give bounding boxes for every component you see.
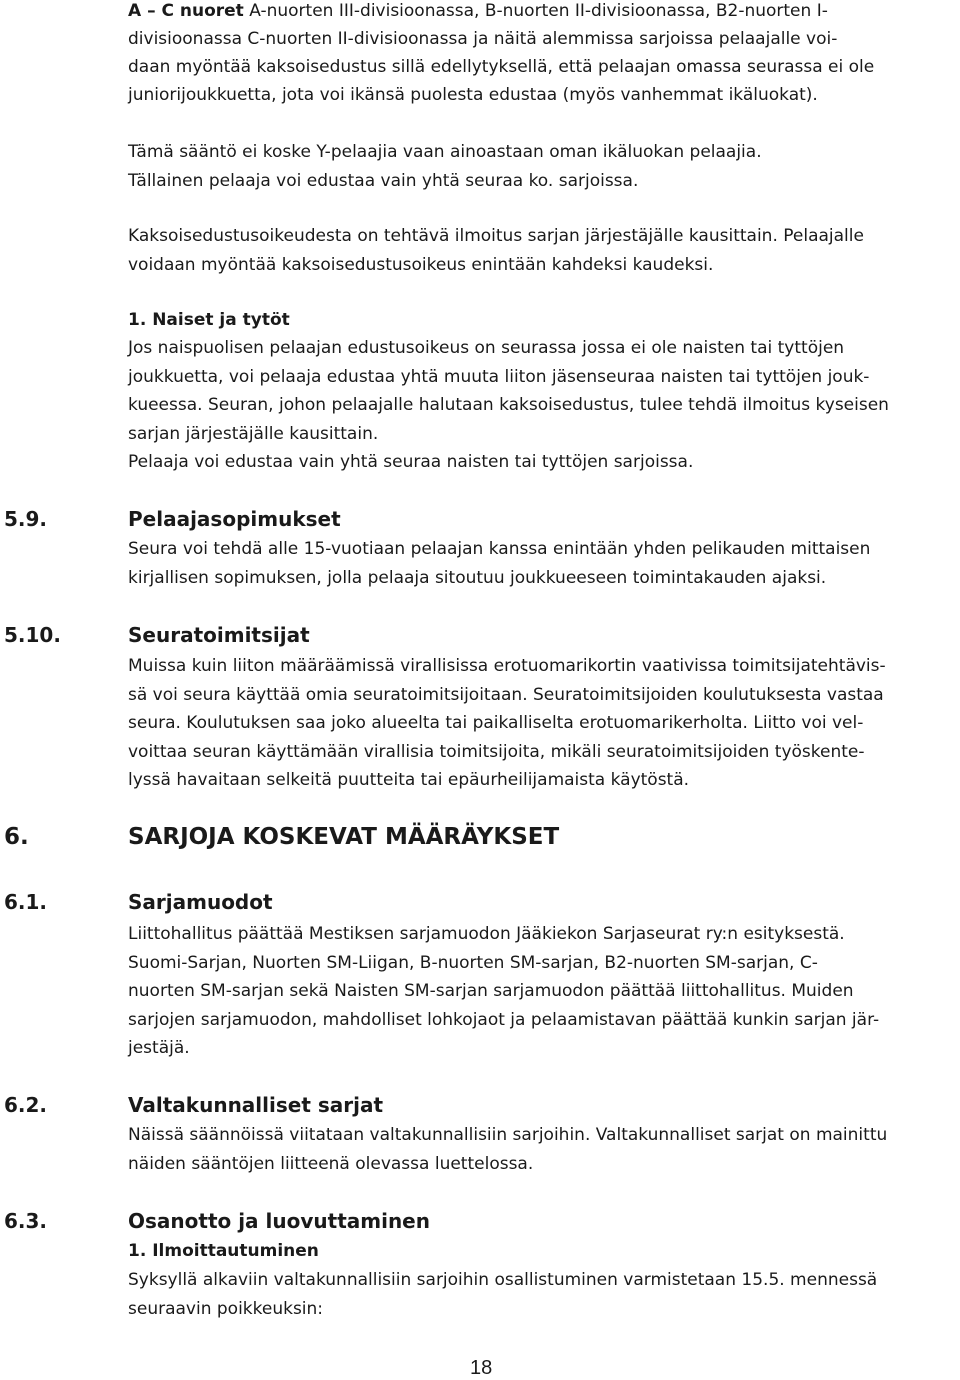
- section-6-2-body: [128, 1121, 948, 1178]
- section-number: 5.10.: [4, 623, 61, 647]
- paragraph-women: [128, 334, 948, 477]
- section-title: Seuratoimitsijat: [128, 623, 310, 647]
- section-title: Pelaajasopimukset: [128, 507, 341, 531]
- text-line: Tämä sääntö ei koske Y-pelaajia vaan ainoastaan oman ikäluokan pelaajia.: [128, 142, 762, 162]
- text-line: Kaksoisedustusoikeudesta on tehtävä ilmoitus sarjan järjestäjälle kausittain. Pelaajalle: [128, 226, 864, 246]
- text-line: seuraavin poikkeuksin:: [128, 1298, 324, 1319]
- text-line: Syksyllä alkaviin valtakunnallisiin sarjoihin osallistuminen varmistetaan 15.5. mennessä: [128, 1270, 878, 1290]
- intro-line: A-nuorten III-divisioonassa, B-nuorten II-divisioonassa, B2-nuorten I-: [243, 1, 828, 21]
- section-6-3-body: [128, 1266, 948, 1323]
- paragraph-dual-notification: [128, 222, 948, 279]
- intro-line: daan myöntää kaksoisedustus sillä edellytyksellä, että pelaajan omassa seurassa ei ole: [128, 57, 875, 77]
- intro-line: juniorijoukkuetta, jota voi ikänsä puolesta edustaa (myös vanhemmat ikäluokat).: [128, 85, 818, 105]
- section-5-10-body: [128, 652, 948, 795]
- section-number: 5.9.: [4, 507, 48, 531]
- text-line: lyssä havaitaan selkeitä puutteita tai epäurheilijamaista käytöstä.: [128, 770, 690, 790]
- section-title: Osanotto ja luovuttaminen: [128, 1209, 430, 1233]
- text-line: Näissä säännöissä viitataan valtakunnallisiin sarjoihin. Valtakunnalliset sarjat on mainittu: [128, 1125, 888, 1145]
- chapter-title: SARJOJA KOSKEVAT MÄÄRÄYKSET: [128, 824, 560, 850]
- text-line: Suomi-Sarjan, Nuorten SM-Liigan, B-nuorten SM-sarjan, B2-nuorten SM-sarjan, C-: [128, 952, 818, 973]
- text-line: nuorten SM-sarjan sekä Naisten SM-sarjan sarjamuodon päättää liittohallitus. Muiden: [128, 981, 854, 1001]
- text-line: sarjojen sarjamuodon, mahdolliset lohkojaot ja pelaamistavan päättää kunkin sarjan jär-: [128, 1009, 880, 1030]
- section-5-9-body: [128, 535, 948, 592]
- text-line: joukkuetta, voi pelaaja edustaa yhtä muuta liiton jäsenseuraa naisten tai tyttöjen jouk-: [128, 366, 870, 387]
- text-line: seura. Koulutuksen saa joko alueelta tai paikalliselta erotuomarikerholta. Liitto voi vel-: [128, 713, 864, 733]
- subheading-women: 1. Naiset ja tytöt: [128, 310, 290, 330]
- section-title: Sarjamuodot: [128, 890, 273, 914]
- intro-line: divisioonassa C-nuorten II-divisioonassa ja näitä alemmissa sarjoissa pelaajalle voi-: [128, 29, 838, 49]
- text-line: kirjallisen sopimuksen, jolla pelaaja sitoutuu joukkueeseen toimintakauden ajaksi.: [128, 567, 827, 588]
- text-line: Seura voi tehdä alle 15-vuotiaan pelaajan kanssa enintään yhden pelikauden mittaisen: [128, 539, 871, 559]
- text-line: Pelaaja voi edustaa vain yhtä seuraa naisten tai tyttöjen sarjoissa.: [128, 452, 694, 472]
- text-line: jestäjä.: [128, 1038, 190, 1058]
- chapter-number: 6.: [4, 824, 29, 850]
- text-line: sarjan järjestäjälle kausittain.: [128, 423, 379, 444]
- section-title: Valtakunnalliset sarjat: [128, 1093, 384, 1117]
- text-line: voittaa seuran käyttämään virallisia toimitsijoita, mikäli seuratoimitsijoiden työskente-: [128, 741, 865, 762]
- page-number: 18: [470, 1357, 493, 1379]
- subheading-registration: 1. Ilmoittautuminen: [128, 1241, 319, 1261]
- section-6-1-body: [128, 920, 948, 1063]
- text-line: näiden sääntöjen liitteenä olevassa luettelossa.: [128, 1153, 534, 1174]
- intro-lead: A – C nuoret: [128, 1, 244, 21]
- section-number: 6.3.: [4, 1209, 48, 1233]
- text-line: Jos naispuolisen pelaajan edustusoikeus on seurassa jossa ei ole naisten tai tyttöjen: [128, 338, 845, 358]
- section-number: 6.2.: [4, 1093, 48, 1117]
- section-number: 6.1.: [4, 890, 48, 914]
- text-line: Tällainen pelaaja voi edustaa vain yhtä seuraa ko. sarjoissa.: [128, 170, 639, 191]
- intro-paragraph: [128, 0, 948, 109]
- text-line: Liittohallitus päättää Mestiksen sarjamuodon Jääkiekon Sarjaseurat ry:n esityksestä.: [128, 924, 845, 944]
- text-line: kueessa. Seuran, johon pelaajalle halutaan kaksoisedustus, tulee tehdä ilmoitus kyseisen: [128, 395, 889, 415]
- text-line: Muissa kuin liiton määräämissä virallisissa erotuomarikortin vaativissa toimitsijatehtävis-: [128, 656, 886, 676]
- text-line: sä voi seura käyttää omia seuratoimitsijoitaan. Seuratoimitsijoiden koulutuksesta vastaa: [128, 684, 884, 705]
- text-line: voidaan myöntää kaksoisedustusoikeus enintään kahdeksi kaudeksi.: [128, 254, 714, 275]
- paragraph-y-players: [128, 138, 948, 195]
